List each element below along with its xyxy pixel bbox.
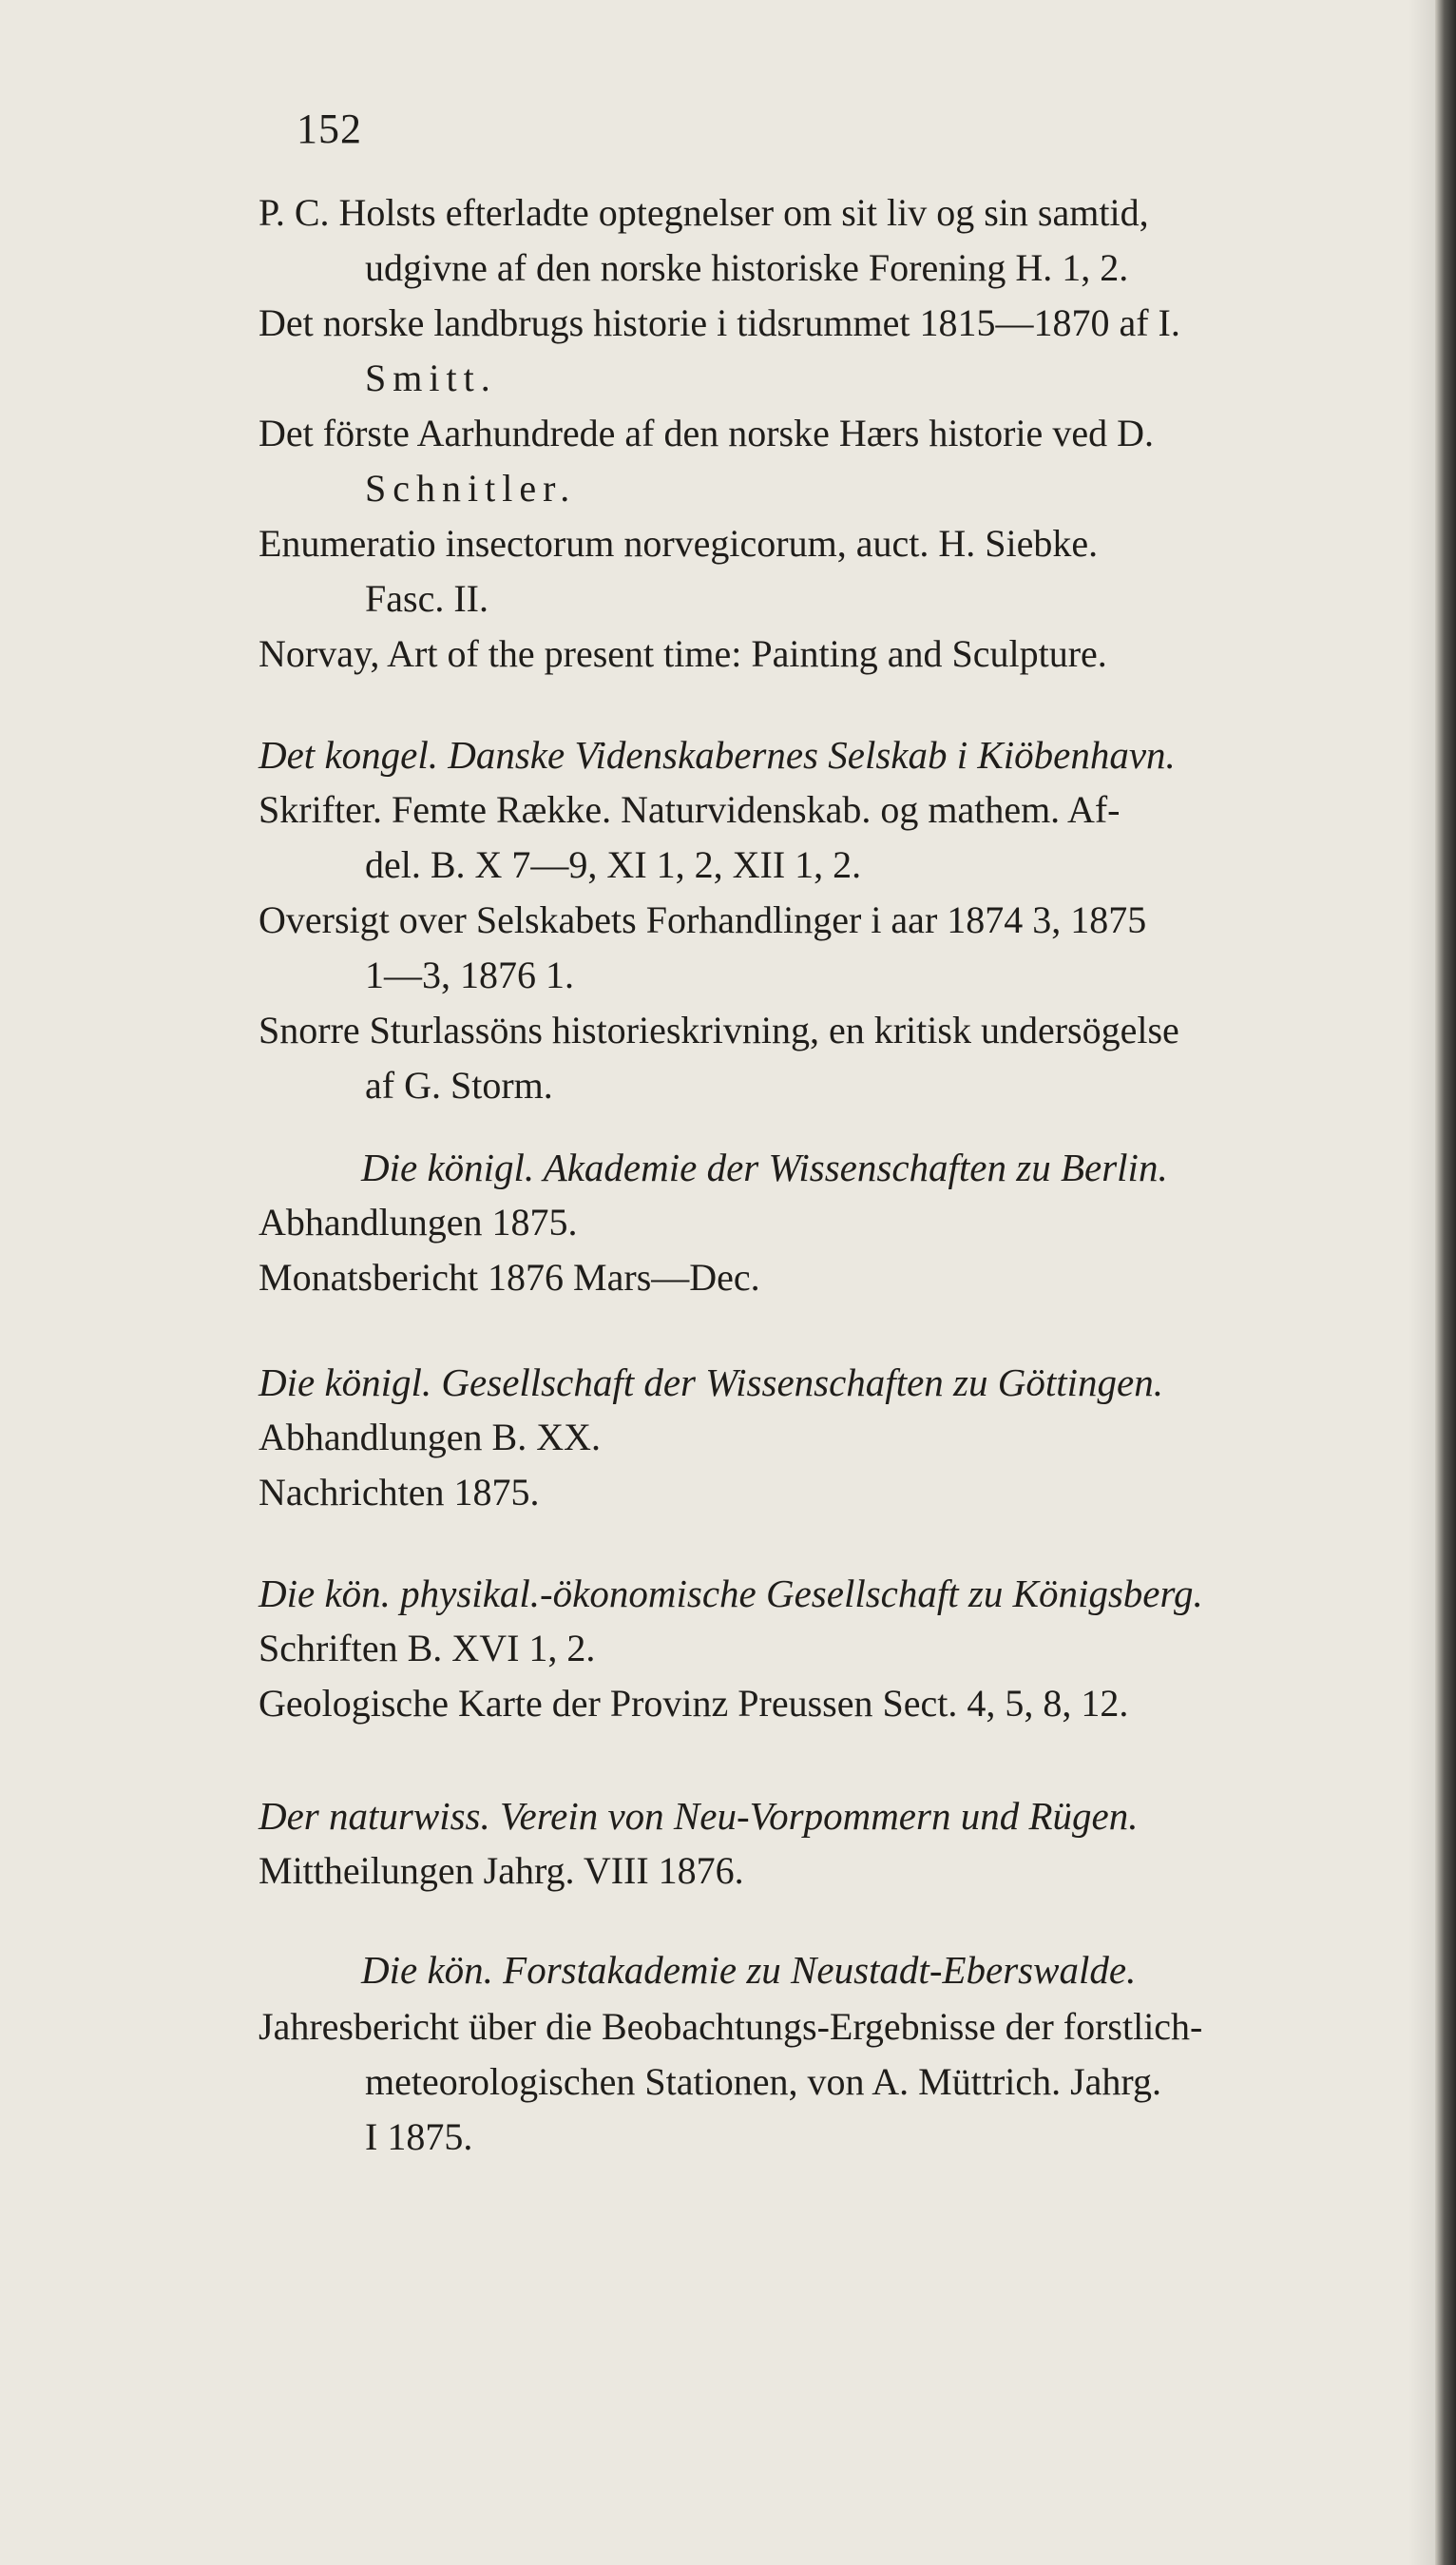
entry-line: udgivne af den norske historiske Forening H. 1, 2.: [365, 246, 1129, 289]
entry-line: Abhandlungen 1875.: [259, 1201, 578, 1244]
entry-line: Det förste Aarhundrede af den norske Hærs historie ved D.: [259, 412, 1154, 454]
entry-line: Skrifter. Femte Række. Naturvidenskab. og mathem. Af-: [259, 788, 1121, 831]
section-heading: Die königl. Gesellschaft der Wissenschaften zu Göttingen.: [259, 1360, 1163, 1404]
page-gutter-shadow: [1408, 0, 1435, 2565]
entry-line: Oversigt over Selskabets Forhandlinger i aar 1874 3, 1875: [259, 898, 1147, 941]
section-heading: Det kongel. Danske Videnskabernes Selskab i Kiöbenhavn.: [259, 733, 1176, 777]
page-edge: [1435, 0, 1456, 2565]
entry-line: I 1875.: [365, 2115, 473, 2158]
section-heading: Der naturwiss. Verein von Neu-Vorpommern und Rügen.: [259, 1794, 1139, 1838]
entry-line: P. C. Holsts efterladte optegnelser om sit liv og sin samtid,: [259, 191, 1149, 234]
section-heading: Die kön. physikal.-ökonomische Gesellschaft zu Königsberg.: [259, 1572, 1203, 1615]
entry-line: Smitt.: [365, 357, 497, 399]
section-heading: Die königl. Akademie der Wissenschaften zu Berlin.: [361, 1146, 1168, 1189]
entry-line: Monatsbericht 1876 Mars—Dec.: [259, 1256, 760, 1299]
entry-line: Enumeratio insectorum norvegicorum, auct. H. Siebke.: [259, 522, 1099, 565]
entry-line: Det norske landbrugs historie i tidsrummet 1815—1870 af I.: [259, 301, 1180, 344]
entry-line: meteorologischen Stationen, von A. Müttrich. Jahrg.: [365, 2060, 1162, 2103]
entry-line: del. B. X 7—9, XI 1, 2, XII 1, 2.: [365, 843, 862, 886]
entry-line: Abhandlungen B. XX.: [259, 1416, 601, 1458]
entry-line: Snorre Sturlassöns historieskrivning, en kritisk undersögelse: [259, 1009, 1179, 1051]
entry-line: Schriften B. XVI 1, 2.: [259, 1627, 596, 1669]
entry-line: Schnitler.: [365, 467, 577, 510]
entry-line: Jahresbericht über die Beobachtungs-Ergebnisse der forstlich-: [259, 2005, 1203, 2048]
page-number: 152: [297, 106, 362, 152]
entry-line: Fasc. II.: [365, 577, 489, 620]
entry-line: Norvay, Art of the present time: Painting and Sculpture.: [259, 632, 1107, 675]
entry-line: Geologische Karte der Provinz Preussen Sect. 4, 5, 8, 12.: [259, 1682, 1129, 1725]
entry-line: af G. Storm.: [365, 1064, 553, 1107]
section-heading: Die kön. Forstakademie zu Neustadt-Eberswalde.: [361, 1948, 1137, 1992]
entry-line: 1—3, 1876 1.: [365, 954, 574, 996]
entry-line: Nachrichten 1875.: [259, 1471, 540, 1514]
entry-line: Mittheilungen Jahrg. VIII 1876.: [259, 1849, 744, 1892]
